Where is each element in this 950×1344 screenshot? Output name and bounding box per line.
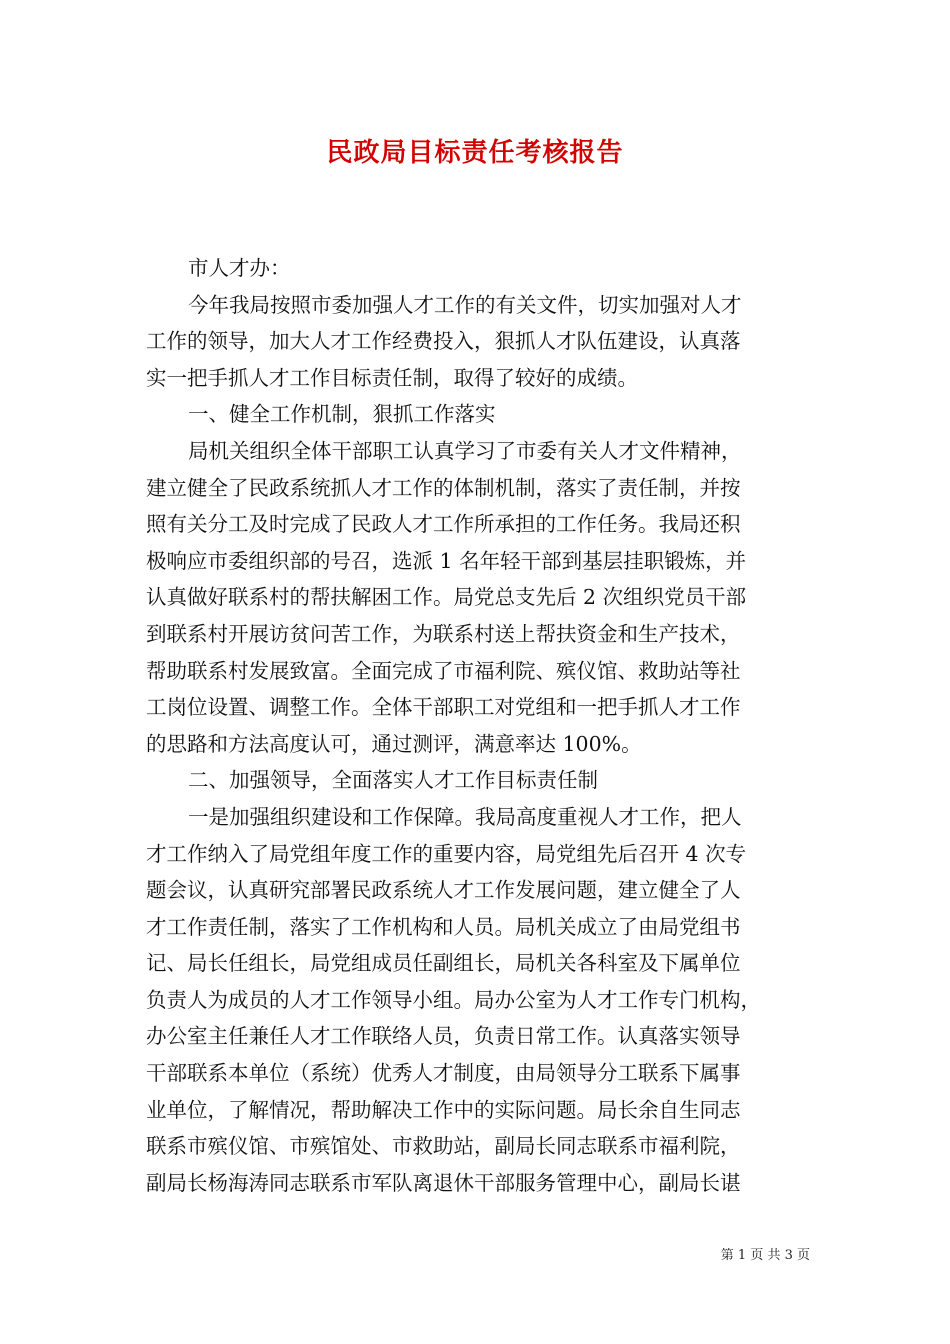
body-line: 业单位，了解情况，帮助解决工作中的实际问题。局长余自生同志 — [146, 1097, 741, 1122]
document-title: 民政局目标责任考核报告 — [326, 138, 624, 168]
body-line: 一是加强组织建设和工作保障。我局高度重视人才工作，把人 — [188, 804, 742, 829]
body-line: 到联系村开展访贫问苦工作，为联系村送上帮扶资金和生产技术， — [146, 621, 741, 646]
body-line: 才工作纳入了局党组年度工作的重要内容，局党组先后召开 4 次专 — [146, 841, 747, 866]
page-number: 第 1 页 共 3 页 — [720, 1248, 810, 1263]
body-line: 局机关组织全体干部职工认真学习了市委有关人才文件精神， — [188, 438, 742, 463]
body-line: 建立健全了民政系统抓人才工作的体制机制，落实了责任制，并按 — [146, 475, 741, 500]
body-line: 办公室主任兼任人才工作联络人员，负责日常工作。认真落实领导 — [146, 1024, 741, 1049]
body-line: 干部联系本单位（系统）优秀人才制度，由局领导分工联系下属事 — [146, 1061, 741, 1086]
body-line: 记、局长任组长，局党组成员任副组长，局机关各科室及下属单位 — [146, 951, 741, 976]
body-line: 帮助联系村发展致富。全面完成了市福利院、殡仪馆、救助站等社 — [146, 658, 741, 683]
section-heading: 二、加强领导，全面落实人才工作目标责任制 — [188, 768, 598, 793]
body-line: 工作的领导，加大人才工作经费投入，狠抓人才队伍建设，认真落 — [146, 329, 741, 354]
body-line: 极响应市委组织部的号召，选派 1 名年轻干部到基层挂职锻炼，并 — [146, 548, 747, 573]
body-line: 实一把手抓人才工作目标责任制，取得了较好的成绩。 — [146, 365, 638, 390]
body-line: 才工作责任制，落实了工作机构和人员。局机关成立了由局党组书 — [146, 914, 741, 939]
body-line: 认真做好联系村的帮扶解困工作。局党总支先后 2 次组织党员干部 — [146, 585, 747, 610]
document-body — [146, 250, 810, 1201]
body-line: 副局长杨海涛同志联系市军队离退休干部服务管理中心，副局长谌 — [146, 1170, 741, 1195]
body-line: 工岗位设置、调整工作。全体干部职工对党组和一把手抓人才工作 — [146, 695, 741, 720]
body-line: 今年我局按照市委加强人才工作的有关文件，切实加强对人才 — [188, 292, 742, 317]
body-line: 题会议，认真研究部署民政系统人才工作发展问题，建立健全了人 — [146, 878, 741, 903]
body-line: 照有关分工及时完成了民政人才工作所承担的工作任务。我局还积 — [146, 512, 741, 537]
section-heading: 一、健全工作机制，狠抓工作落实 — [188, 402, 496, 427]
body-line: 市人才办： — [188, 256, 291, 280]
body-line: 负责人为成员的人才工作领导小组。局办公室为人才工作专门机构， — [146, 987, 761, 1012]
body-line: 的思路和方法高度认可，通过测评，满意率达 100%。 — [146, 731, 642, 756]
body-line: 联系市殡仪馆、市殡馆处、市救助站，副局长同志联系市福利院， — [146, 1134, 741, 1159]
